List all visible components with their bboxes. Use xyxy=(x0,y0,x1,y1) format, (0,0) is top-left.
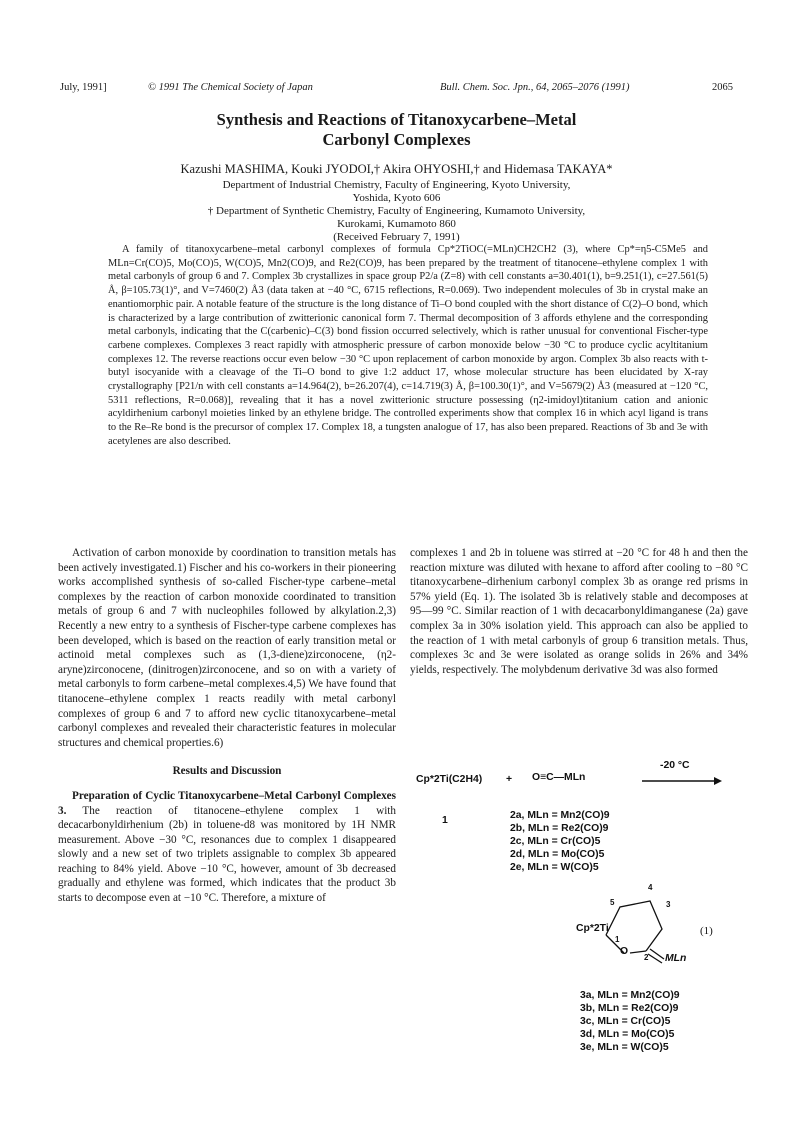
intro-paragraph: Activation of carbon monoxide by coordination to transition metals has been actively investigated.1) Fischer and his co-workers in their pioneering works accomplished synthesis of so-called Fischer-type carbene–metal complexes by the reaction of carbon monoxide coordinated to transition metals of group 6 and 7 with nucleophiles followed by alkylation.2,3) Recently a new entry to a synthesis of Fischer-type carbene complexes has been developed, which is based on the reaction of early transition metal or actinoid metal complexes such as (1,3-diene)zirconocene, (η2-aryne)zirconocene, (dinitrogen)zirconocene, and so on with a variety of metal carbonyls to form carbene–metal complexes.4,5) We have found that titanocene–ethylene complex 1 reacts readily with metal carbonyl complexes of group 6 and 7 to afford new cyclic titanoxycarbene–metal carbonyl complexes and revealed their characteristic features in molecular structures and chemical properties.6) xyxy=(58,547,396,749)
running-header xyxy=(60,82,733,98)
compound-2c: 2c, MLn = Cr(CO)5 xyxy=(510,836,601,847)
compound-3b: 3b, MLn = Re2(CO)9 xyxy=(580,1003,679,1014)
affiliation-1-address: Yoshida, Kyoto 606 xyxy=(352,192,441,204)
equation-number: (1) xyxy=(700,925,713,937)
compound-3c: 3c, MLn = Cr(CO)5 xyxy=(580,1016,671,1027)
subsection-heading: Preparation of Cyclic Titanoxycarbene–Metal Carbonyl Complexes 3. xyxy=(58,789,396,817)
oxygen-label: O xyxy=(620,946,629,957)
ring-number-5: 5 xyxy=(610,898,615,907)
header-date: July, 1991] xyxy=(60,82,107,93)
header-copyright: © 1991 The Chemical Society of Japan xyxy=(148,82,313,93)
affiliation-2-address: Kurokami, Kumamoto 860 xyxy=(337,218,456,230)
cp-titanium-label: Cp*2Ti xyxy=(576,923,609,934)
reactant-1: Cp*2Ti(C2H4) xyxy=(416,774,483,785)
reaction-condition: -20 °C xyxy=(660,760,690,771)
compound-3e: 3e, MLn = W(CO)5 xyxy=(580,1042,669,1053)
right-column xyxy=(410,546,748,677)
label-compound-1: 1 xyxy=(442,815,448,826)
metal-fragment-label: MLn xyxy=(665,953,687,964)
compound-3a: 3a, MLn = Mn2(CO)9 xyxy=(580,990,680,1001)
ring-number-2: 2 xyxy=(644,953,649,962)
received-date: (Received February 7, 1991) xyxy=(333,231,460,243)
section-heading: Results and Discussion xyxy=(172,765,282,778)
results-paragraph xyxy=(58,789,396,906)
reaction-scheme xyxy=(410,760,748,1100)
affiliation-2: † Department of Synthetic Chemistry, Faculty of Engineering, Kumamoto University, xyxy=(207,205,586,217)
title-line-1: Synthesis and Reactions of Titanoxycarbene–Metal xyxy=(216,110,577,129)
left-column xyxy=(58,546,396,906)
title-line-2: Carbonyl Complexes xyxy=(322,130,471,149)
reactant-2: O≡C—MLn xyxy=(532,772,586,783)
right-paragraph: complexes 1 and 2b in toluene was stirred at −20 °C for 48 h and then the reaction mixture was diluted with hexane to afford after cooling to −80 °C titanoxycarbene–dirhenium carbonyl complex 3b as orange red prisms in 57% yield (Eq. 1). The isolated 3b is relatively stable and decomposes at 95—99 °C. Similar reaction of 1 with decacarbonyldimanganese (2a) gave complex 3a in 30% isolation yield. This approach can also be applied to the reaction of 1 with metal carbonyls of group 6 transition metals. Thus, complexes 3c and 3e were isolated as orange solids in 26% and 34% yields, respectively. The molybdenum derivative 3d was also formed xyxy=(410,547,748,676)
author-list: Kazushi MASHIMA, Kouki JYODOI,† Akira OHYOSHI,† and Hidemasa TAKAYA* xyxy=(180,162,613,176)
results-text: The reaction of titanocene–ethylene complex 1 with decacarbonyldirhenium (2b) in toluene-d8 was monitored by 1H NMR measurement. Above −30 °C, resonances due to complex 1 disappeared slowly and a new set of two triplets assignable to complex 3b appeared reaching to 84% yield. Above −10 °C, however, amount of 3b decreased gradually and ethylene was formed, which indicates that the product 3b starts to decompose even at −10 °C. Therefore, a mixture of xyxy=(58,804,396,905)
compound-2b: 2b, MLn = Re2(CO)9 xyxy=(510,823,609,834)
compound-2e: 2e, MLn = W(CO)5 xyxy=(510,862,599,873)
reaction-arrow xyxy=(642,776,722,786)
compound-3d: 3d, MLn = Mo(CO)5 xyxy=(580,1029,675,1040)
affiliation-1: Department of Industrial Chemistry, Faculty of Engineering, Kyoto University, xyxy=(222,179,571,191)
abstract: A family of titanoxycarbene–metal carbonyl complexes of formula Cp*2TiOC(=MLn)CH2CH2 (3), where Cp*=η5-C5Me5 and MLn=Cr(CO)5, Mo(CO)5, W(CO)5, Mn2(CO)9, and Re2(CO)9, has been prepared by the treatment of titanocene–ethylene complex 1 with metal carbonyls of group 6 and 7. Complex 3b crystallizes in space group P2/a (Z=8) with cell constants a=30.401(1), b=9.251(1), c=27.561(5) Å, β=105.73(1)°, and V=7460(2) Å3 (data taken at −40 °C, 6715 reflections, R=0.069). Two independent molecules of 3b in crystal make an enantiomorphic pair. A notable feature of the structure is the long distance of Ti–O bond coupled with the short distance of C(2)–O bond, which is characterized by a large contribution of zwitterionic canonical form 7. Thermal decomposition of 3 affords ethylene and the corresponding metal carbonyls, indicating that the C(carbenic)–C(3) bond fission occurred selectively, which is rather unusual for conventional Fischer-type carbene complexes. Complexes 3 react rapidly with atmospheric pressure of carbon monoxide below −30 °C to produce cyclic acyltitanium complexes 12. The reverse reactions occur even below −30 °C upon replacement of carbon monoxide by argon. Complex 3b also reacts with t-butyl isocyanide with a cleavage of the Ti–O bond to give 1:2 adduct 17, whose molecular structure has been elucidated by X-ray crystallography [P21/n with cell constants a=14.964(2), b=26.207(4), c=14.719(3) Å, β=100.30(1)°, and V=5679(2) Å3 (measured at −120 °C, 5311 reflections, R=0.068)], revealing that it has a novel zwitterionic structure possessing (η2-imidoyl)titanium cation and anionic acyldirhenium carbonyl moieties linked by an ethylene bridge. The controlled experiments show that complex 16 in which acyl ligand is trans to the Re–Re bond is the precursor of complex 17. Complex 18, a tungsten analogue of 17, has also been prepared. Reactions of 3b and 3e with acetylenes are also described. xyxy=(108,244,708,447)
ring-number-3: 3 xyxy=(666,900,671,909)
paper-title xyxy=(0,110,793,150)
ring-number-4: 4 xyxy=(648,883,653,892)
header-journal: Bull. Chem. Soc. Jpn., 64, 2065–2076 (1991) xyxy=(440,82,630,93)
compound-2d: 2d, MLn = Mo(CO)5 xyxy=(510,849,605,860)
header-page-number: 2065 xyxy=(712,82,733,93)
ring-number-1: 1 xyxy=(615,935,620,944)
plus-sign: + xyxy=(506,774,513,785)
compound-2a: 2a, MLn = Mn2(CO)9 xyxy=(510,810,610,821)
